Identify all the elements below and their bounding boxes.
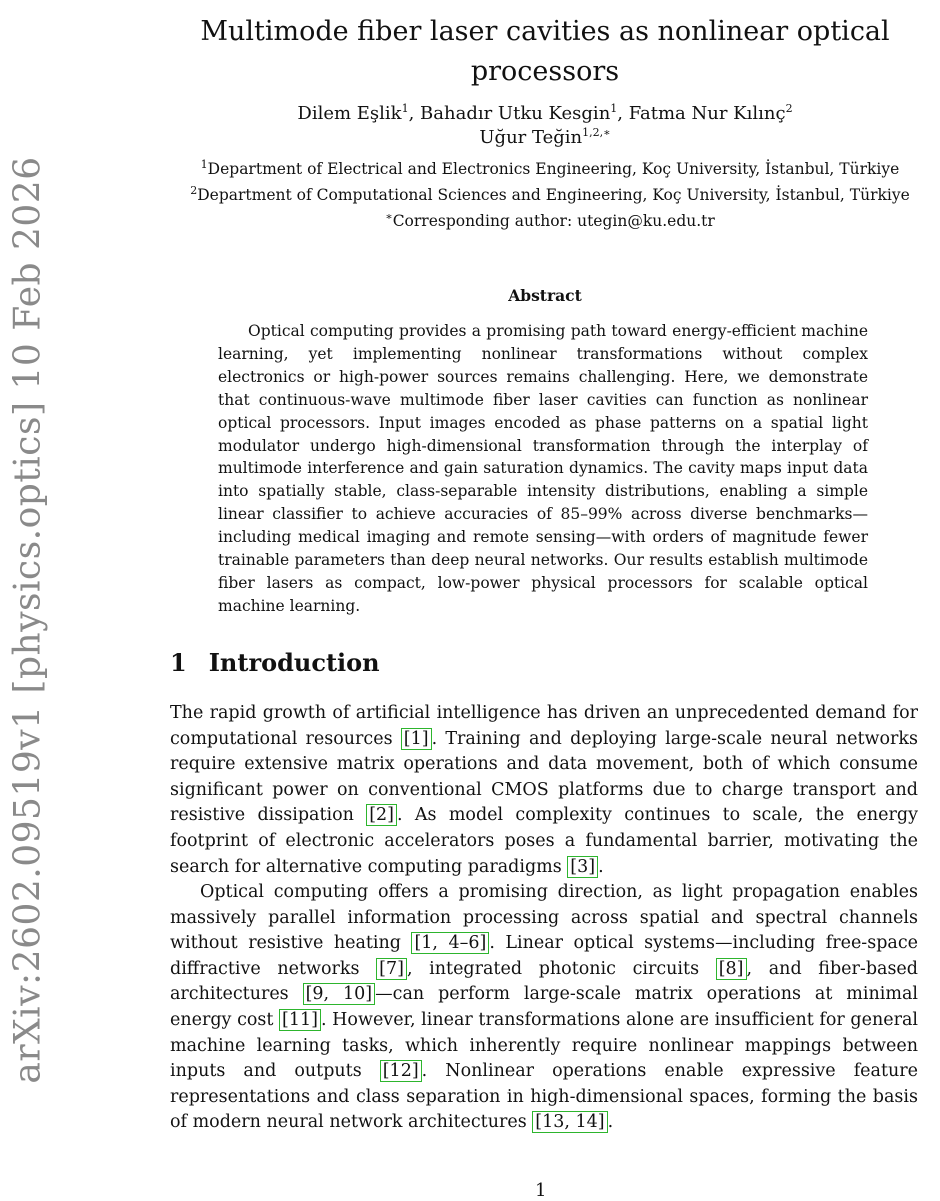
affiliation-text: Department of Electrical and Electronics Engineering, Koç University, İstanbul, Türkiye (207, 160, 900, 178)
paragraph-text: , integrated photonic circuits (406, 958, 716, 979)
section-title: Introduction (208, 648, 380, 677)
abstract-heading: Abstract (508, 286, 582, 305)
paragraph-text: The rapid growth of artificial intelligence has driven an unprecedented demand for computational resources (170, 703, 918, 749)
affiliation-text: Department of Computational Sciences and Engineering, Koç University, İstanbul, Türkiye (197, 186, 910, 204)
affiliation-2 (160, 185, 940, 205)
section-heading (170, 648, 380, 677)
author-sup: 1,2,∗ (582, 126, 611, 139)
affiliation-text: Corresponding author: utegin@ku.edu.tr (392, 212, 715, 230)
arxiv-stamp: arXiv:2602.09519v1 [physics.optics] 10 Feb 2026 (7, 156, 49, 1084)
paragraph-text: . Nonlinear operations enable expressive feature representations and class separation in high-dimensional spaces, forming the basis of modern neural network architectures (170, 1061, 918, 1133)
citation-link[interactable]: [1] (401, 728, 432, 750)
citation-link[interactable]: [8] (716, 958, 747, 980)
paragraph-text: . As model complexity continues to scale, the energy footprint of electronic accelerators poses a fundamental barrier, motivating the search for alternative computing paradigms (170, 805, 918, 877)
corresponding-author (160, 211, 940, 231)
affiliation-sup: ∗ (385, 209, 393, 223)
citation-link[interactable]: [3] (567, 856, 598, 878)
citation-link[interactable]: [1, 4–6] (411, 932, 489, 954)
paragraph-text: . Training and deploying large-scale neural networks require extensive matrix operations and data movement, both of which consume significant power on conventional CMOS platforms due to charge transport and resistive dissipation (170, 728, 918, 826)
paragraph-text: . Linear optical systems—including free-space diffractive networks (170, 933, 918, 979)
affiliation-sup: 2 (190, 183, 198, 197)
page-number: 1 (535, 1180, 547, 1201)
author-list: Dilem Eşlik$^1$, Bahadır Utku Kesgin$^1$, Fatma Nur Kılınç$^2$ Uğur Teğin$^{1,2,∗}$ (297, 102, 793, 148)
paper-title: Multimode fiber laser cavities as nonlinear optical processors (200, 16, 890, 88)
author-sup: 1 (401, 102, 409, 115)
author-sup: 2 (785, 102, 793, 115)
citation-link[interactable]: [12] (380, 1060, 422, 1082)
citation-link[interactable]: [13, 14] (532, 1111, 607, 1133)
intro-paragraph-1 (170, 701, 918, 880)
citation-link[interactable]: [11] (279, 1009, 321, 1031)
paragraph-text: . (598, 856, 604, 877)
paragraph-text: . However, linear transformations alone are insufficient for general machine learning tasks, which inherently require nonlinear mappings between inputs and outputs (170, 1009, 918, 1082)
citation-link[interactable]: [2] (366, 804, 397, 826)
paragraph-text: Optical computing offers a promising direction, as light propagation enables massively parallel information processing across spatial and spectral channels without resistive heating (170, 882, 918, 954)
citation-link[interactable]: [7] (376, 958, 407, 980)
section-number: 1 (170, 648, 187, 677)
paragraph-text: —can perform large-scale matrix operations at minimal energy cost (170, 984, 918, 1030)
author-name: Bahadır Utku Kesgin (420, 103, 611, 124)
paragraph-text: . (607, 1112, 614, 1133)
intro-paragraph-2 (170, 880, 918, 1136)
author-name: Uğur Teğin (479, 127, 583, 148)
affiliation-1 (160, 159, 940, 179)
affiliation-sup: 1 (200, 157, 208, 171)
paragraph-text: , and fiber-based architectures (170, 958, 918, 1005)
abstract-body: Optical computing provides a promising path toward energy-efficient machine learning, yet implementing nonlinear transformations without complex electronics or high-power sources remains challenging. Here, we demonstrate that continuous-wave multimode fiber laser cavities can function as nonlinear optical processors. Input images encoded as phase patterns on a spatial light modulator undergo high-dimensional transformation through the interplay of multimode interference and gain saturation dynamics. The cavity maps input data into spatially stable, class-separable intensity distributions, enabling a simple linear classifier to achieve accuracies of 85–99% across diverse benchmarks—including medical imaging and remote sensing—with orders of magnitude fewer trainable parameters than deep neural networks. Our results establish multimode fiber lasers as compact, low-power physical processors for scalable optical machine learning. (218, 322, 868, 615)
citation-link[interactable]: [9, 10] (303, 983, 376, 1005)
author-name: Fatma Nur Kılınç (628, 103, 786, 124)
author-name: Dilem Eşlik (297, 103, 402, 124)
author-sup: 1 (610, 102, 618, 115)
